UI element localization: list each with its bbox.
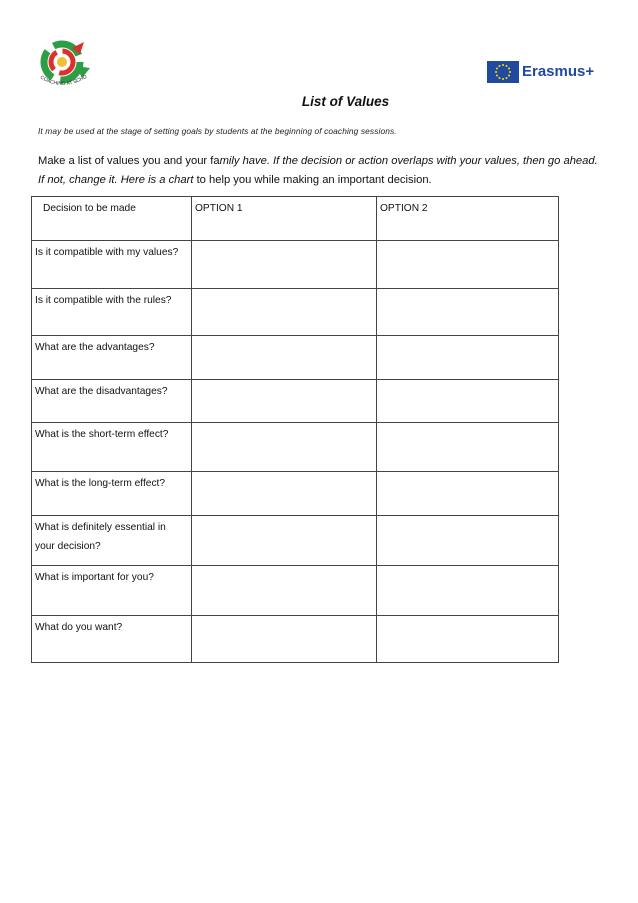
option-1-cell[interactable] [192, 423, 377, 472]
values-decision-table [31, 196, 559, 663]
usage-note: It may be used at the stage of setting goals by students at the beginning of coaching sessions. [38, 126, 397, 136]
option-1-cell[interactable] [192, 241, 377, 289]
row-question: What are the disadvantages? [32, 380, 192, 423]
logo-caption: COACHING AT SCHO [39, 73, 89, 88]
table-row [32, 472, 559, 516]
erasmus-plus-wordmark: Erasmus+ [522, 63, 595, 80]
eu-flag-icon [487, 61, 519, 83]
page-title: List of Values [301, 94, 390, 109]
table-row [32, 616, 559, 663]
option-2-cell[interactable] [377, 566, 559, 616]
table-row [32, 289, 559, 336]
table-header-row [32, 197, 559, 241]
row-question: What is important for you? [32, 566, 192, 616]
header-option-1: OPTION 1 [192, 197, 377, 241]
row-question: What is definitely essential in your decision? [32, 516, 192, 566]
table-row [32, 423, 559, 472]
table-row [32, 380, 559, 423]
table-row [32, 566, 559, 616]
row-question: What are the advantages? [32, 336, 192, 380]
option-1-cell[interactable] [192, 566, 377, 616]
option-1-cell[interactable] [192, 516, 377, 566]
school-coaching-logo [36, 38, 94, 90]
option-2-cell[interactable] [377, 241, 559, 289]
option-1-cell[interactable] [192, 616, 377, 663]
row-question: Is it compatible with the rules? [32, 289, 192, 336]
option-2-cell[interactable] [377, 516, 559, 566]
option-2-cell[interactable] [377, 336, 559, 380]
option-2-cell[interactable] [377, 380, 559, 423]
table-row [32, 516, 559, 566]
option-2-cell[interactable] [377, 472, 559, 516]
row-question: What is the short-term effect? [32, 423, 192, 472]
intro-part-2: mily have. If the decision or action overlaps with your values, then go ahead. If not, change it. Here is a chart [38, 155, 598, 186]
row-question: Is it compatible with my values? [32, 241, 192, 289]
intro-paragraph [38, 152, 598, 190]
option-1-cell[interactable] [192, 472, 377, 516]
option-2-cell[interactable] [377, 289, 559, 336]
table-row [32, 336, 559, 380]
header-decision: Decision to be made [32, 197, 192, 241]
row-question: What do you want? [32, 616, 192, 663]
option-2-cell[interactable] [377, 423, 559, 472]
intro-part-3: to help you while making an important decision. [193, 174, 432, 186]
option-1-cell[interactable] [192, 289, 377, 336]
intro-part-1: Make a list of values you and your fa [38, 155, 220, 167]
option-2-cell[interactable] [377, 616, 559, 663]
row-question: What is the long-term effect? [32, 472, 192, 516]
option-1-cell[interactable] [192, 380, 377, 423]
option-1-cell[interactable] [192, 336, 377, 380]
table-row [32, 241, 559, 289]
header-option-2: OPTION 2 [377, 197, 559, 241]
